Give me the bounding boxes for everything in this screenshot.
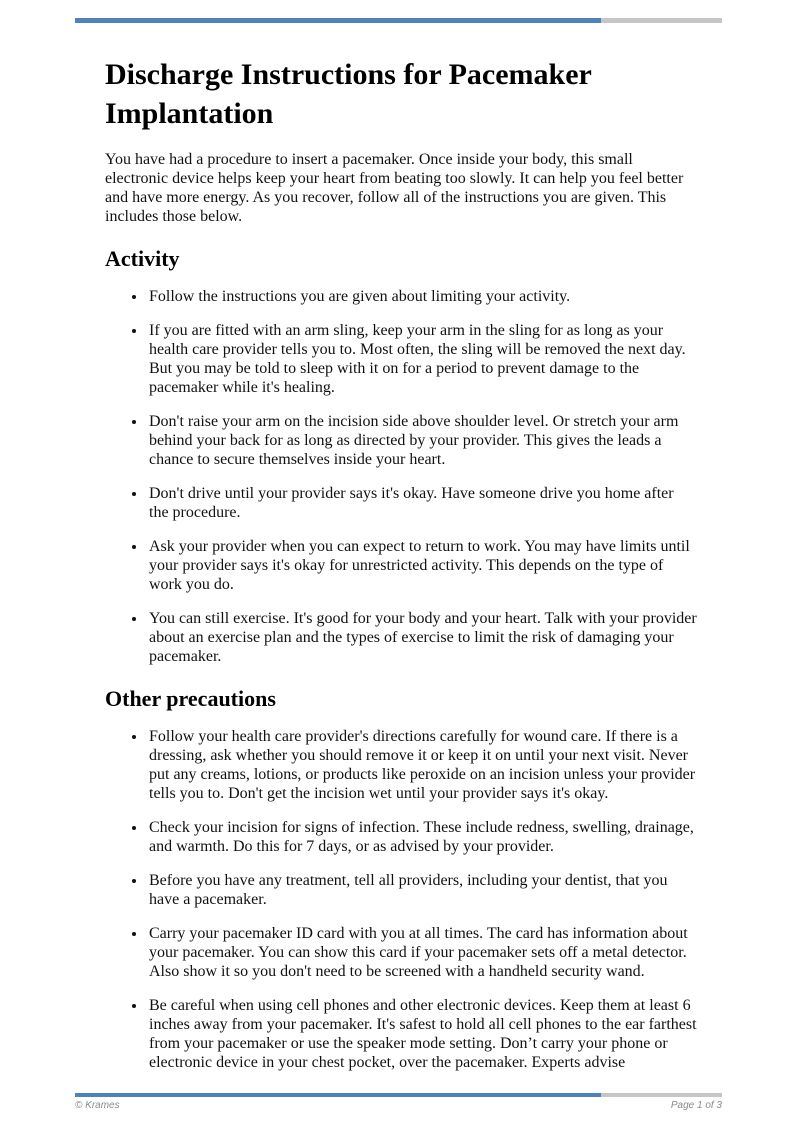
intro-paragraph: You have had a procedure to insert a pacemaker. Once inside your body, this small electronic device helps keep your heart from beating too slowly. It can help you feel better and have more energy. As you recover, follow all of the instructions you are given. This includes those below.: [105, 151, 684, 225]
list-item: • Be careful when using cell phones and other electronic devices. Keep them at least 6 inches away from your pacemaker. It's safest to hold all cell phones to the ear farthest from your pacemaker or use the speaker mode setting. Don’t carry your phone or electronic device in your chest pocket, over the pacemaker. Experts advise: [147, 996, 697, 1072]
document-body: [105, 0, 697, 1072]
list-item: • Ask your provider when you can expect to return to work. You may have limits until your provider says it's okay for unrestricted activity. This depends on the type of work you do.: [147, 537, 697, 594]
footer-accent-bar-blue-segment: [75, 1093, 601, 1097]
list-item: • Carry your pacemaker ID card with you at all times. The card has information about your pacemaker. You can show this card if your pacemaker sets off a metal detector. Also show it so you don't need to be screened with a handheld security wand.: [147, 924, 697, 981]
footer-accent-bar-gray-segment: [601, 1093, 722, 1097]
list-item: • Before you have any treatment, tell all providers, including your dentist, that you have a pacemaker.: [147, 871, 697, 909]
other-precautions-bullet-list: [105, 727, 697, 1072]
section-heading-other-precautions: Other precautions: [105, 686, 276, 711]
list-item: • You can still exercise. It's good for your body and your heart. Talk with your provider about an exercise plan and the types of exercise to limit the risk of damaging your pacemaker.: [147, 609, 697, 666]
list-item: • Follow the instructions you are given about limiting your activity.: [147, 287, 697, 306]
activity-bullet-list: [105, 287, 697, 666]
document-title: Discharge Instructions for Pacemaker Implantation: [105, 58, 592, 130]
list-item: • Check your incision for signs of infection. These include redness, swelling, drainage, and warmth. Do this for 7 days, or as advised by your provider.: [147, 818, 697, 856]
list-item: • If you are fitted with an arm sling, keep your arm in the sling for as long as your health care provider tells you to. Most often, the sling will be removed the next day. But you may be told to sleep with it on for a period to prevent damage to the pacemaker while it's healing.: [147, 321, 697, 397]
list-item: • Don't drive until your provider says it's okay. Have someone drive you home after the procedure.: [147, 484, 697, 522]
list-item: • Don't raise your arm on the incision side above shoulder level. Or stretch your arm behind your back for as long as directed by your provider. This gives the leads a chance to secure themselves inside your heart.: [147, 412, 697, 469]
page-footer: [75, 1100, 722, 1111]
section-heading-activity: Activity: [105, 246, 180, 271]
footer-accent-bar: [75, 1093, 722, 1097]
footer-copyright: © Krames: [75, 1100, 120, 1111]
list-item: • Follow your health care provider's directions carefully for wound care. If there is a dressing, ask whether you should remove it or keep it on until your next visit. Never put any creams, lotions, or products like peroxide on an incision unless your provider tells you to. Don't get the incision wet until your provider says it's okay.: [147, 727, 697, 803]
footer-page-number: Page 1 of 3: [670, 1100, 722, 1111]
